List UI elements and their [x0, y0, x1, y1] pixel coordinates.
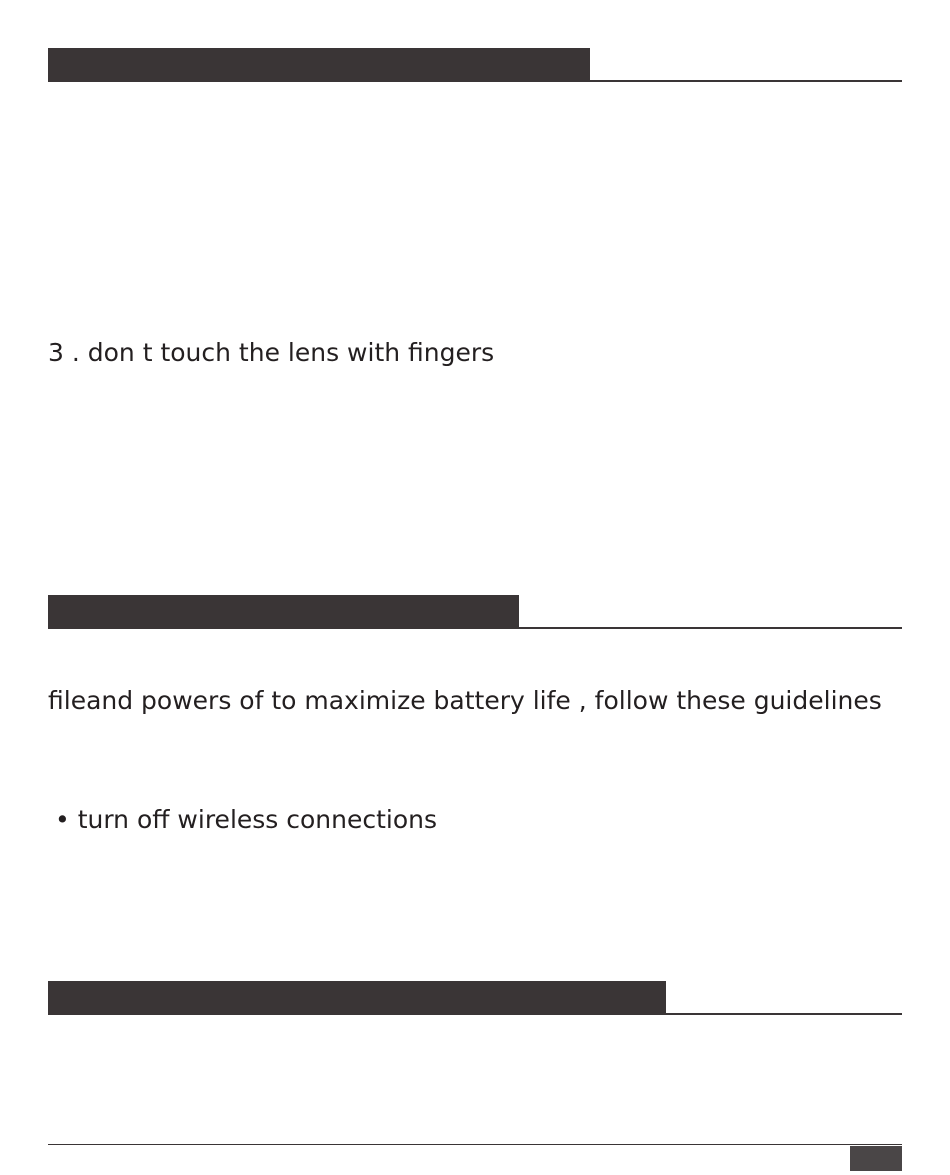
section-header-3 [48, 981, 902, 1015]
section-header-2 [48, 595, 902, 629]
page-number-tab [850, 1146, 902, 1171]
section-title-bar [48, 48, 590, 82]
battery-intro-text: fileand powers of to maximize battery life , follow these guidelines [48, 686, 882, 715]
footer-rule [48, 1144, 902, 1145]
section-rule [48, 1013, 902, 1015]
section-rule [48, 627, 902, 629]
section-rule [48, 80, 902, 82]
section-title-bar [48, 981, 666, 1015]
battery-bullet-item: • turn off wireless connections [55, 805, 438, 834]
section-header-1 [48, 48, 902, 82]
section-title-bar [48, 595, 519, 629]
lens-tip-text: 3 . don t touch the lens with fingers [48, 338, 495, 367]
